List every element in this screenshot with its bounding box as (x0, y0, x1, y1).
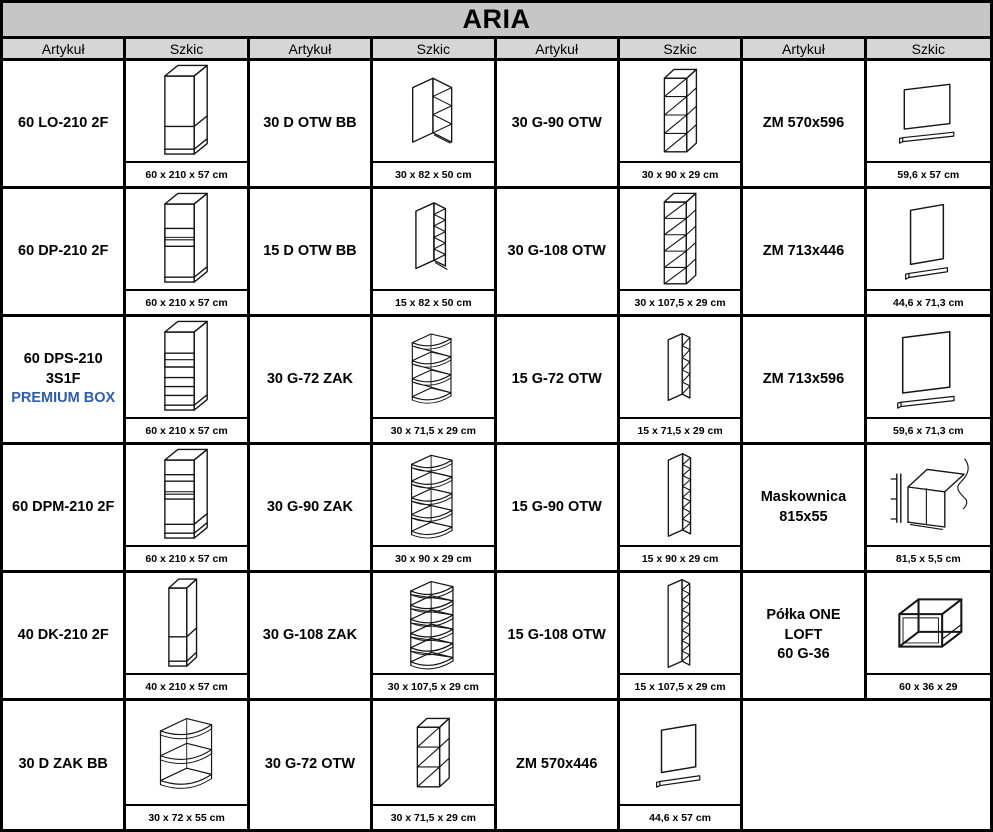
article-cell (250, 445, 373, 573)
article-cell (497, 573, 620, 701)
article-cell (3, 701, 126, 829)
end-panel-713x446-icon (867, 189, 990, 289)
dimensions-text: 44,6 x 57 cm (649, 811, 711, 824)
dimensions-label (867, 673, 990, 698)
article-cell (743, 445, 866, 573)
narrow-open-shelf-4-icon (620, 445, 740, 545)
dimensions-label (620, 161, 740, 186)
sketch-cell (620, 317, 743, 445)
sketch-cell (620, 445, 743, 573)
dimensions-label (126, 161, 246, 186)
dimensions-text: 15 x 71,5 x 29 cm (637, 424, 723, 437)
article-code: ZM 570x446 (515, 756, 598, 773)
wall-open-shelf-4-icon (620, 61, 740, 161)
sketch-cell (126, 317, 249, 445)
column-header-artykul: Artykuł (3, 39, 126, 61)
tall-cabinet-2f-icon (126, 61, 246, 161)
article-cell (497, 189, 620, 317)
dimensions-text: 30 x 82 x 50 cm (395, 168, 472, 181)
column-header-artykul: Artykuł (743, 39, 866, 61)
sketch-cell (126, 573, 249, 701)
dimensions-label (126, 545, 246, 570)
dimensions-text: 30 x 71,5 x 29 cm (390, 424, 476, 437)
sketch-cell (867, 317, 990, 445)
article-code: 40 DK-210 2F (17, 626, 109, 643)
dimensions-text: 30 x 107,5 x 29 cm (387, 680, 479, 693)
sketch-cell (867, 189, 990, 317)
article-code: 30 D OTW BB (263, 114, 357, 131)
article-code: 15 D OTW BB (263, 242, 357, 259)
sketch-cell (867, 573, 990, 701)
dimensions-text: 60 x 210 x 57 cm (145, 424, 228, 437)
article-code: 60 LO-210 2F (18, 114, 109, 131)
dimensions-label (867, 161, 990, 186)
article-cell (250, 573, 373, 701)
sketch-cell (620, 189, 743, 317)
dimensions-label (126, 289, 246, 314)
article-cell (3, 61, 126, 189)
dimensions-text: 30 x 72 x 55 cm (148, 811, 225, 824)
sketch-cell (126, 445, 249, 573)
dimensions-text: 30 x 71,5 x 29 cm (390, 811, 476, 824)
column-header-szkic: Szkic (867, 39, 990, 61)
end-panel-570x446-icon (620, 701, 740, 804)
base-open-shelf-narrow-icon (373, 189, 493, 289)
wall-open-shelf-3-icon (373, 701, 493, 804)
dimensions-label (867, 289, 990, 314)
sketch-cell (126, 61, 249, 189)
dimensions-text: 30 x 90 x 29 cm (395, 552, 472, 565)
dimensions-text: 60 x 36 x 29 (899, 680, 958, 693)
dimensions-text: 15 x 90 x 29 cm (641, 552, 719, 565)
dimensions-text: 59,6 x 57 cm (897, 168, 960, 181)
article-code: ZM 713x446 (762, 242, 845, 259)
dimensions-text: 30 x 107,5 x 29 cm (634, 296, 726, 309)
narrow-open-shelf-5-icon (620, 573, 740, 673)
dimensions-label (126, 673, 246, 698)
narrow-open-shelf-3-icon (620, 317, 740, 417)
article-code: 30 G-90 ZAK (266, 498, 354, 515)
article-cell (497, 317, 620, 445)
corner-base-shelf-icon (126, 701, 246, 804)
dimensions-text: 30 x 90 x 29 cm (641, 168, 719, 181)
article-cell (3, 189, 126, 317)
dimensions-label (373, 161, 493, 186)
article-subtitle: 60 G-36 (777, 646, 830, 663)
dimensions-text: 81,5 x 5,5 cm (895, 552, 961, 565)
dimensions-label (126, 804, 246, 829)
article-code: 15 G-108 OTW (507, 626, 606, 643)
corner-shelf-3-icon (373, 317, 493, 417)
article-cell (743, 61, 866, 189)
base-open-shelf-icon (373, 61, 493, 161)
article-code: 30 D ZAK BB (18, 756, 108, 773)
article-cell (250, 189, 373, 317)
dimensions-text: 15 x 107,5 x 29 cm (634, 680, 726, 693)
dimensions-label (620, 545, 740, 570)
dimensions-text: 40 x 210 x 57 cm (145, 680, 228, 693)
article-code: 30 G-90 OTW (511, 114, 602, 131)
dimensions-label (620, 289, 740, 314)
article-cell (250, 701, 373, 829)
tall-cabinet-niche-icon (126, 189, 246, 289)
sketch-cell (373, 61, 496, 189)
dimensions-label (620, 417, 740, 442)
article-cell (743, 317, 866, 445)
dimensions-text: 60 x 210 x 57 cm (145, 168, 228, 181)
sketch-cell (373, 317, 496, 445)
column-header-artykul: Artykuł (250, 39, 373, 61)
article-subtitle: PREMIUM BOX (11, 390, 116, 407)
catalog-title: ARIA (3, 3, 990, 39)
sketch-cell (620, 573, 743, 701)
sketch-cell (373, 573, 496, 701)
sketch-cell (620, 701, 743, 829)
dimensions-text: 15 x 82 x 50 cm (395, 296, 472, 309)
article-code: 60 DPM-210 2F (12, 498, 115, 515)
dimensions-text: 44,6 x 71,3 cm (892, 296, 964, 309)
article-cell (3, 573, 126, 701)
article-cell (743, 189, 866, 317)
dimensions-label (373, 417, 493, 442)
article-cell (497, 445, 620, 573)
dimensions-label (373, 289, 493, 314)
dimensions-text: 60 x 210 x 57 cm (145, 552, 228, 565)
article-code: ZM 570x596 (762, 114, 845, 131)
article-code: 15 G-72 OTW (511, 370, 602, 387)
end-panel-713x596-icon (867, 317, 990, 417)
article-code: Półka ONE LOFT (766, 607, 841, 643)
article-cell (3, 445, 126, 573)
dimensions-text: 60 x 210 x 57 cm (145, 296, 228, 309)
tall-cabinet-oven-icon (126, 445, 246, 545)
dimensions-label (620, 804, 740, 829)
dimensions-label (373, 545, 493, 570)
article-cell (497, 61, 620, 189)
article-cell (497, 701, 620, 829)
wall-open-shelf-5-icon (620, 189, 740, 289)
article-cell (3, 317, 126, 445)
article-subtitle: 815x55 (779, 508, 828, 525)
sketch-cell (373, 701, 496, 829)
article-code: 60 DPS-210 3S1F (23, 351, 103, 387)
dimensions-label (126, 417, 246, 442)
corner-shelf-4-icon (373, 445, 493, 545)
dimensions-label (620, 673, 740, 698)
article-code: 30 G-108 OTW (507, 242, 606, 259)
article-code: ZM 713x596 (762, 370, 845, 387)
sketch-cell (620, 61, 743, 189)
column-header-szkic: Szkic (620, 39, 743, 61)
article-code: 30 G-72 ZAK (266, 370, 354, 387)
tall-cabinet-narrow-icon (126, 573, 246, 673)
article-cell (250, 61, 373, 189)
sketch-cell (867, 61, 990, 189)
article-code: 30 G-108 ZAK (262, 626, 358, 643)
empty-cell (743, 701, 990, 829)
article-code: 15 G-90 OTW (511, 498, 602, 515)
cover-strip-cabinet-icon (867, 445, 990, 545)
column-header-szkic: Szkic (126, 39, 249, 61)
sketch-cell (373, 189, 496, 317)
sketch-cell (126, 189, 249, 317)
corner-shelf-5-icon (373, 573, 493, 673)
sketch-cell (373, 445, 496, 573)
open-frame-shelf-icon (867, 573, 990, 673)
dimensions-label (373, 673, 493, 698)
article-code: Maskownica (760, 488, 847, 505)
dimensions-label (867, 545, 990, 570)
end-panel-570x596-icon (867, 61, 990, 161)
dimensions-text: 59,6 x 71,3 cm (892, 424, 964, 437)
dimensions-label (867, 417, 990, 442)
column-header-szkic: Szkic (373, 39, 496, 61)
tall-cabinet-drawers-icon (126, 317, 246, 417)
article-cell (250, 317, 373, 445)
article-cell (743, 573, 866, 701)
column-header-artykul: Artykuł (497, 39, 620, 61)
article-code: 30 G-72 OTW (264, 756, 356, 773)
sketch-cell (867, 445, 990, 573)
article-code: 60 DP-210 2F (18, 242, 109, 259)
dimensions-label (373, 804, 493, 829)
sketch-cell (126, 701, 249, 829)
